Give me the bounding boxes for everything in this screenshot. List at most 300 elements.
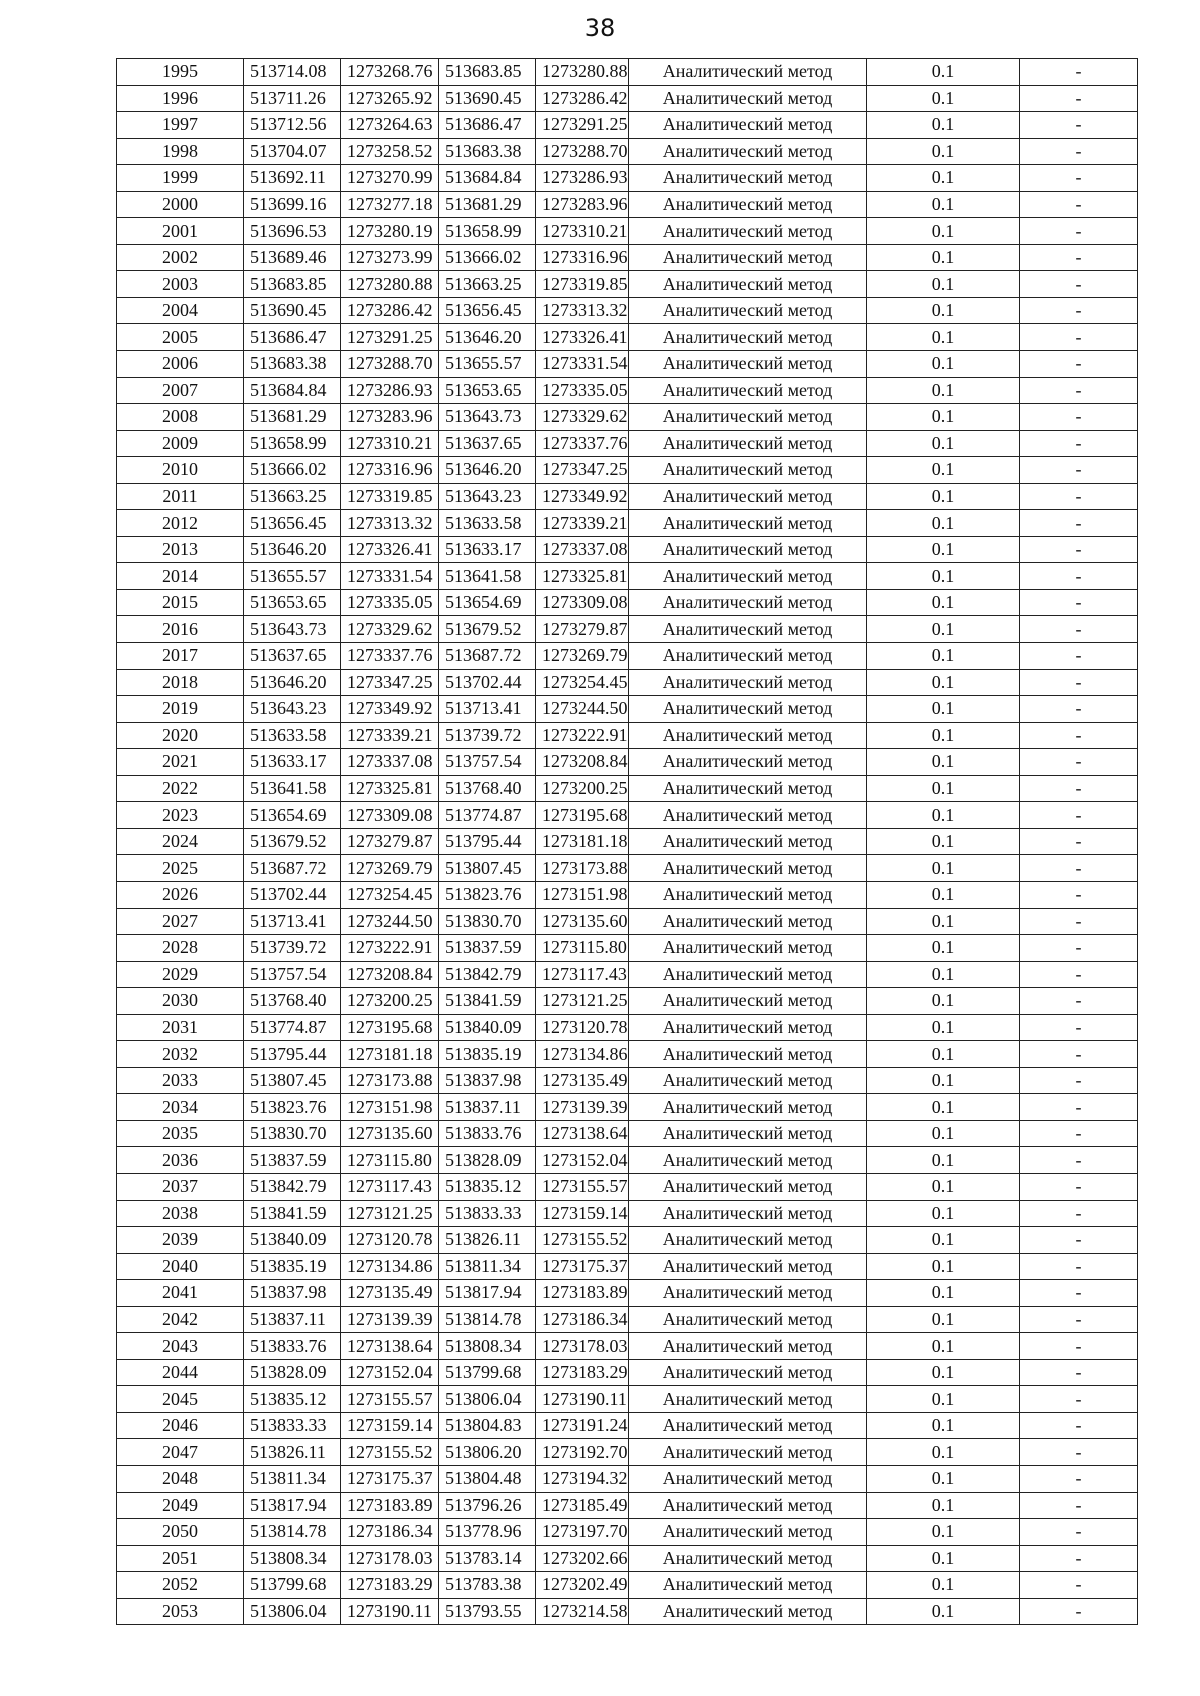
y-coordinate-1-cell: 1273288.70: [341, 351, 439, 378]
method-cell: Аналитический метод: [629, 1280, 867, 1307]
table-row: [117, 1306, 1138, 1333]
x-coordinate-2-cell: 513663.25: [439, 271, 536, 298]
table-row: [117, 59, 1138, 86]
accuracy-cell: 0.1: [867, 1041, 1020, 1068]
point-number-cell: 2036: [117, 1147, 244, 1174]
y-coordinate-1-cell: 1273349.92: [341, 696, 439, 723]
accuracy-cell: 0.1: [867, 483, 1020, 510]
x-coordinate-2-cell: 513841.59: [439, 988, 536, 1015]
method-cell: Аналитический метод: [629, 59, 867, 86]
y-coordinate-1-cell: 1273115.80: [341, 1147, 439, 1174]
accuracy-cell: 0.1: [867, 855, 1020, 882]
y-coordinate-2-cell: 1273331.54: [536, 351, 629, 378]
table-row: [117, 1386, 1138, 1413]
point-number-cell: 2020: [117, 722, 244, 749]
description-cell: -: [1020, 351, 1138, 378]
y-coordinate-2-cell: 1273175.37: [536, 1253, 629, 1280]
point-number-cell: 2052: [117, 1572, 244, 1599]
y-coordinate-2-cell: 1273286.42: [536, 85, 629, 112]
description-cell: -: [1020, 1306, 1138, 1333]
y-coordinate-1-cell: 1273117.43: [341, 1173, 439, 1200]
table-row: [117, 589, 1138, 616]
y-coordinate-1-cell: 1273316.96: [341, 457, 439, 484]
description-cell: -: [1020, 218, 1138, 245]
method-cell: Аналитический метод: [629, 138, 867, 165]
method-cell: Аналитический метод: [629, 563, 867, 590]
method-cell: Аналитический метод: [629, 510, 867, 537]
table-row: [117, 404, 1138, 431]
y-coordinate-2-cell: 1273279.87: [536, 616, 629, 643]
accuracy-cell: 0.1: [867, 1280, 1020, 1307]
y-coordinate-1-cell: 1273339.21: [341, 722, 439, 749]
y-coordinate-2-cell: 1273244.50: [536, 696, 629, 723]
table-row: [117, 935, 1138, 962]
x-coordinate-1-cell: 513641.58: [244, 775, 341, 802]
point-number-cell: 2046: [117, 1412, 244, 1439]
point-number-cell: 2027: [117, 908, 244, 935]
y-coordinate-1-cell: 1273183.89: [341, 1492, 439, 1519]
method-cell: Аналитический метод: [629, 271, 867, 298]
table-row: [117, 908, 1138, 935]
x-coordinate-2-cell: 513806.04: [439, 1386, 536, 1413]
x-coordinate-2-cell: 513739.72: [439, 722, 536, 749]
point-number-cell: 2004: [117, 297, 244, 324]
table-row: [117, 244, 1138, 271]
method-cell: Аналитический метод: [629, 1465, 867, 1492]
y-coordinate-2-cell: 1273134.86: [536, 1041, 629, 1068]
table-row: [117, 1147, 1138, 1174]
x-coordinate-1-cell: 513683.38: [244, 351, 341, 378]
table-row: [117, 510, 1138, 537]
table-row: [117, 351, 1138, 378]
description-cell: -: [1020, 722, 1138, 749]
x-coordinate-1-cell: 513768.40: [244, 988, 341, 1015]
method-cell: Аналитический метод: [629, 244, 867, 271]
accuracy-cell: 0.1: [867, 1386, 1020, 1413]
x-coordinate-1-cell: 513646.20: [244, 669, 341, 696]
x-coordinate-2-cell: 513686.47: [439, 112, 536, 139]
x-coordinate-2-cell: 513681.29: [439, 191, 536, 218]
accuracy-cell: 0.1: [867, 1067, 1020, 1094]
accuracy-cell: 0.1: [867, 935, 1020, 962]
accuracy-cell: 0.1: [867, 802, 1020, 829]
y-coordinate-2-cell: 1273335.05: [536, 377, 629, 404]
accuracy-cell: 0.1: [867, 430, 1020, 457]
point-number-cell: 2047: [117, 1439, 244, 1466]
method-cell: Аналитический метод: [629, 881, 867, 908]
y-coordinate-2-cell: 1273339.21: [536, 510, 629, 537]
description-cell: -: [1020, 1014, 1138, 1041]
table-row: [117, 1014, 1138, 1041]
y-coordinate-2-cell: 1273313.32: [536, 297, 629, 324]
description-cell: -: [1020, 1041, 1138, 1068]
x-coordinate-2-cell: 513778.96: [439, 1519, 536, 1546]
point-number-cell: 2037: [117, 1173, 244, 1200]
x-coordinate-2-cell: 513828.09: [439, 1147, 536, 1174]
y-coordinate-2-cell: 1273181.18: [536, 828, 629, 855]
point-number-cell: 1996: [117, 85, 244, 112]
x-coordinate-2-cell: 513768.40: [439, 775, 536, 802]
y-coordinate-2-cell: 1273178.03: [536, 1333, 629, 1360]
method-cell: Аналитический метод: [629, 1041, 867, 1068]
description-cell: -: [1020, 1173, 1138, 1200]
description-cell: -: [1020, 1412, 1138, 1439]
table-row: [117, 1200, 1138, 1227]
description-cell: -: [1020, 165, 1138, 192]
method-cell: Аналитический метод: [629, 961, 867, 988]
description-cell: -: [1020, 802, 1138, 829]
accuracy-cell: 0.1: [867, 510, 1020, 537]
y-coordinate-1-cell: 1273337.76: [341, 643, 439, 670]
table-row: [117, 1545, 1138, 1572]
description-cell: -: [1020, 696, 1138, 723]
description-cell: -: [1020, 749, 1138, 776]
y-coordinate-1-cell: 1273265.92: [341, 85, 439, 112]
table-row: [117, 961, 1138, 988]
x-coordinate-2-cell: 513796.26: [439, 1492, 536, 1519]
y-coordinate-2-cell: 1273159.14: [536, 1200, 629, 1227]
point-number-cell: 2002: [117, 244, 244, 271]
x-coordinate-2-cell: 513646.20: [439, 324, 536, 351]
point-number-cell: 2044: [117, 1359, 244, 1386]
y-coordinate-1-cell: 1273159.14: [341, 1412, 439, 1439]
x-coordinate-1-cell: 513683.85: [244, 271, 341, 298]
y-coordinate-1-cell: 1273183.29: [341, 1572, 439, 1599]
description-cell: -: [1020, 271, 1138, 298]
y-coordinate-1-cell: 1273286.42: [341, 297, 439, 324]
x-coordinate-2-cell: 513837.59: [439, 935, 536, 962]
y-coordinate-2-cell: 1273310.21: [536, 218, 629, 245]
table-row: [117, 802, 1138, 829]
point-number-cell: 2003: [117, 271, 244, 298]
accuracy-cell: 0.1: [867, 1492, 1020, 1519]
y-coordinate-2-cell: 1273191.24: [536, 1412, 629, 1439]
x-coordinate-1-cell: 513774.87: [244, 1014, 341, 1041]
y-coordinate-1-cell: 1273329.62: [341, 616, 439, 643]
method-cell: Аналитический метод: [629, 1120, 867, 1147]
accuracy-cell: 0.1: [867, 191, 1020, 218]
accuracy-cell: 0.1: [867, 1519, 1020, 1546]
x-coordinate-2-cell: 513643.73: [439, 404, 536, 431]
description-cell: -: [1020, 404, 1138, 431]
x-coordinate-1-cell: 513840.09: [244, 1227, 341, 1254]
point-number-cell: 2032: [117, 1041, 244, 1068]
y-coordinate-1-cell: 1273200.25: [341, 988, 439, 1015]
x-coordinate-2-cell: 513658.99: [439, 218, 536, 245]
accuracy-cell: 0.1: [867, 218, 1020, 245]
y-coordinate-2-cell: 1273286.93: [536, 165, 629, 192]
x-coordinate-2-cell: 513833.33: [439, 1200, 536, 1227]
x-coordinate-2-cell: 513666.02: [439, 244, 536, 271]
description-cell: -: [1020, 1200, 1138, 1227]
y-coordinate-2-cell: 1273151.98: [536, 881, 629, 908]
method-cell: Аналитический метод: [629, 1067, 867, 1094]
accuracy-cell: 0.1: [867, 1598, 1020, 1625]
table-row: [117, 1598, 1138, 1625]
x-coordinate-2-cell: 513702.44: [439, 669, 536, 696]
x-coordinate-1-cell: 513835.19: [244, 1253, 341, 1280]
table-row: [117, 297, 1138, 324]
point-number-cell: 2007: [117, 377, 244, 404]
point-number-cell: 2048: [117, 1465, 244, 1492]
description-cell: -: [1020, 1572, 1138, 1599]
x-coordinate-1-cell: 513646.20: [244, 536, 341, 563]
x-coordinate-1-cell: 513658.99: [244, 430, 341, 457]
point-number-cell: 2021: [117, 749, 244, 776]
x-coordinate-1-cell: 513739.72: [244, 935, 341, 962]
method-cell: Аналитический метод: [629, 988, 867, 1015]
x-coordinate-2-cell: 513837.11: [439, 1094, 536, 1121]
method-cell: Аналитический метод: [629, 1333, 867, 1360]
method-cell: Аналитический метод: [629, 297, 867, 324]
x-coordinate-2-cell: 513804.48: [439, 1465, 536, 1492]
method-cell: Аналитический метод: [629, 1200, 867, 1227]
x-coordinate-2-cell: 513823.76: [439, 881, 536, 908]
table-row: [117, 1120, 1138, 1147]
accuracy-cell: 0.1: [867, 1147, 1020, 1174]
coordinates-table: [116, 58, 1138, 1625]
accuracy-cell: 0.1: [867, 775, 1020, 802]
description-cell: -: [1020, 1094, 1138, 1121]
description-cell: -: [1020, 1280, 1138, 1307]
point-number-cell: 2001: [117, 218, 244, 245]
description-cell: -: [1020, 85, 1138, 112]
y-coordinate-1-cell: 1273337.08: [341, 749, 439, 776]
table-row: [117, 1519, 1138, 1546]
description-cell: -: [1020, 988, 1138, 1015]
description-cell: -: [1020, 881, 1138, 908]
x-coordinate-2-cell: 513690.45: [439, 85, 536, 112]
y-coordinate-2-cell: 1273195.68: [536, 802, 629, 829]
description-cell: -: [1020, 1492, 1138, 1519]
method-cell: Аналитический метод: [629, 165, 867, 192]
y-coordinate-2-cell: 1273214.58: [536, 1598, 629, 1625]
x-coordinate-1-cell: 513837.11: [244, 1306, 341, 1333]
point-number-cell: 2015: [117, 589, 244, 616]
point-number-cell: 1995: [117, 59, 244, 86]
x-coordinate-2-cell: 513713.41: [439, 696, 536, 723]
y-coordinate-2-cell: 1273280.88: [536, 59, 629, 86]
accuracy-cell: 0.1: [867, 112, 1020, 139]
x-coordinate-2-cell: 513808.34: [439, 1333, 536, 1360]
y-coordinate-1-cell: 1273155.57: [341, 1386, 439, 1413]
x-coordinate-2-cell: 513806.20: [439, 1439, 536, 1466]
x-coordinate-1-cell: 513814.78: [244, 1519, 341, 1546]
x-coordinate-1-cell: 513833.33: [244, 1412, 341, 1439]
description-cell: -: [1020, 1386, 1138, 1413]
table-row: [117, 828, 1138, 855]
accuracy-cell: 0.1: [867, 165, 1020, 192]
table-row: [117, 457, 1138, 484]
x-coordinate-1-cell: 513811.34: [244, 1465, 341, 1492]
description-cell: -: [1020, 1545, 1138, 1572]
accuracy-cell: 0.1: [867, 589, 1020, 616]
x-coordinate-1-cell: 513643.23: [244, 696, 341, 723]
point-number-cell: 2016: [117, 616, 244, 643]
point-number-cell: 2014: [117, 563, 244, 590]
description-cell: -: [1020, 563, 1138, 590]
y-coordinate-2-cell: 1273192.70: [536, 1439, 629, 1466]
point-number-cell: 2012: [117, 510, 244, 537]
point-number-cell: 2009: [117, 430, 244, 457]
x-coordinate-2-cell: 513817.94: [439, 1280, 536, 1307]
point-number-cell: 2033: [117, 1067, 244, 1094]
y-coordinate-1-cell: 1273152.04: [341, 1359, 439, 1386]
description-cell: -: [1020, 377, 1138, 404]
x-coordinate-2-cell: 513840.09: [439, 1014, 536, 1041]
y-coordinate-2-cell: 1273326.41: [536, 324, 629, 351]
accuracy-cell: 0.1: [867, 722, 1020, 749]
table-row: [117, 112, 1138, 139]
point-number-cell: 2005: [117, 324, 244, 351]
point-number-cell: 2025: [117, 855, 244, 882]
method-cell: Аналитический метод: [629, 1306, 867, 1333]
y-coordinate-2-cell: 1273319.85: [536, 271, 629, 298]
description-cell: -: [1020, 191, 1138, 218]
x-coordinate-1-cell: 513653.65: [244, 589, 341, 616]
table-row: [117, 165, 1138, 192]
point-number-cell: 2022: [117, 775, 244, 802]
coordinates-table-body: [117, 59, 1138, 1625]
x-coordinate-1-cell: 513807.45: [244, 1067, 341, 1094]
point-number-cell: 2000: [117, 191, 244, 218]
table-row: [117, 191, 1138, 218]
y-coordinate-2-cell: 1273138.64: [536, 1120, 629, 1147]
y-coordinate-2-cell: 1273254.45: [536, 669, 629, 696]
method-cell: Аналитический метод: [629, 112, 867, 139]
y-coordinate-1-cell: 1273139.39: [341, 1306, 439, 1333]
x-coordinate-1-cell: 513699.16: [244, 191, 341, 218]
method-cell: Аналитический метод: [629, 457, 867, 484]
y-coordinate-1-cell: 1273335.05: [341, 589, 439, 616]
method-cell: Аналитический метод: [629, 669, 867, 696]
accuracy-cell: 0.1: [867, 669, 1020, 696]
method-cell: Аналитический метод: [629, 483, 867, 510]
table-row: [117, 430, 1138, 457]
y-coordinate-2-cell: 1273337.76: [536, 430, 629, 457]
x-coordinate-2-cell: 513656.45: [439, 297, 536, 324]
description-cell: -: [1020, 908, 1138, 935]
y-coordinate-1-cell: 1273121.25: [341, 1200, 439, 1227]
table-row: [117, 1280, 1138, 1307]
y-coordinate-1-cell: 1273283.96: [341, 404, 439, 431]
y-coordinate-1-cell: 1273190.11: [341, 1598, 439, 1625]
y-coordinate-1-cell: 1273310.21: [341, 430, 439, 457]
point-number-cell: 1997: [117, 112, 244, 139]
point-number-cell: 2039: [117, 1227, 244, 1254]
y-coordinate-1-cell: 1273347.25: [341, 669, 439, 696]
method-cell: Аналитический метод: [629, 1439, 867, 1466]
point-number-cell: 1998: [117, 138, 244, 165]
x-coordinate-2-cell: 513811.34: [439, 1253, 536, 1280]
x-coordinate-1-cell: 513817.94: [244, 1492, 341, 1519]
accuracy-cell: 0.1: [867, 881, 1020, 908]
y-coordinate-1-cell: 1273173.88: [341, 1067, 439, 1094]
x-coordinate-2-cell: 513799.68: [439, 1359, 536, 1386]
x-coordinate-1-cell: 513712.56: [244, 112, 341, 139]
x-coordinate-2-cell: 513833.76: [439, 1120, 536, 1147]
accuracy-cell: 0.1: [867, 1306, 1020, 1333]
description-cell: -: [1020, 1120, 1138, 1147]
y-coordinate-1-cell: 1273286.93: [341, 377, 439, 404]
accuracy-cell: 0.1: [867, 643, 1020, 670]
description-cell: -: [1020, 589, 1138, 616]
table-row: [117, 749, 1138, 776]
method-cell: Аналитический метод: [629, 1359, 867, 1386]
x-coordinate-2-cell: 513826.11: [439, 1227, 536, 1254]
point-number-cell: 2023: [117, 802, 244, 829]
accuracy-cell: 0.1: [867, 404, 1020, 431]
x-coordinate-2-cell: 513783.14: [439, 1545, 536, 1572]
y-coordinate-2-cell: 1273155.52: [536, 1227, 629, 1254]
method-cell: Аналитический метод: [629, 616, 867, 643]
y-coordinate-2-cell: 1273120.78: [536, 1014, 629, 1041]
point-number-cell: 2026: [117, 881, 244, 908]
point-number-cell: 2018: [117, 669, 244, 696]
description-cell: -: [1020, 828, 1138, 855]
x-coordinate-2-cell: 513835.12: [439, 1173, 536, 1200]
y-coordinate-1-cell: 1273134.86: [341, 1253, 439, 1280]
method-cell: Аналитический метод: [629, 191, 867, 218]
accuracy-cell: 0.1: [867, 828, 1020, 855]
method-cell: Аналитический метод: [629, 377, 867, 404]
y-coordinate-1-cell: 1273264.63: [341, 112, 439, 139]
y-coordinate-2-cell: 1273202.66: [536, 1545, 629, 1572]
description-cell: -: [1020, 616, 1138, 643]
method-cell: Аналитический метод: [629, 1545, 867, 1572]
x-coordinate-1-cell: 513714.08: [244, 59, 341, 86]
y-coordinate-1-cell: 1273120.78: [341, 1227, 439, 1254]
x-coordinate-2-cell: 513653.65: [439, 377, 536, 404]
x-coordinate-1-cell: 513643.73: [244, 616, 341, 643]
method-cell: Аналитический метод: [629, 1253, 867, 1280]
x-coordinate-2-cell: 513804.83: [439, 1412, 536, 1439]
description-cell: -: [1020, 935, 1138, 962]
table-row: [117, 881, 1138, 908]
table-row: [117, 722, 1138, 749]
x-coordinate-1-cell: 513823.76: [244, 1094, 341, 1121]
description-cell: -: [1020, 643, 1138, 670]
y-coordinate-2-cell: 1273222.91: [536, 722, 629, 749]
y-coordinate-1-cell: 1273277.18: [341, 191, 439, 218]
x-coordinate-2-cell: 513774.87: [439, 802, 536, 829]
accuracy-cell: 0.1: [867, 749, 1020, 776]
accuracy-cell: 0.1: [867, 1572, 1020, 1599]
point-number-cell: 2038: [117, 1200, 244, 1227]
x-coordinate-1-cell: 513689.46: [244, 244, 341, 271]
table-row: [117, 1412, 1138, 1439]
y-coordinate-2-cell: 1273115.80: [536, 935, 629, 962]
y-coordinate-1-cell: 1273273.99: [341, 244, 439, 271]
y-coordinate-1-cell: 1273186.34: [341, 1519, 439, 1546]
accuracy-cell: 0.1: [867, 59, 1020, 86]
description-cell: -: [1020, 457, 1138, 484]
point-number-cell: 2019: [117, 696, 244, 723]
x-coordinate-1-cell: 513687.72: [244, 855, 341, 882]
y-coordinate-2-cell: 1273135.49: [536, 1067, 629, 1094]
table-row: [117, 324, 1138, 351]
description-cell: -: [1020, 1598, 1138, 1625]
point-number-cell: 2017: [117, 643, 244, 670]
method-cell: Аналитический метод: [629, 404, 867, 431]
accuracy-cell: 0.1: [867, 1014, 1020, 1041]
point-number-cell: 2050: [117, 1519, 244, 1546]
table-row: [117, 988, 1138, 1015]
x-coordinate-1-cell: 513702.44: [244, 881, 341, 908]
accuracy-cell: 0.1: [867, 1545, 1020, 1572]
y-coordinate-2-cell: 1273316.96: [536, 244, 629, 271]
method-cell: Аналитический метод: [629, 775, 867, 802]
